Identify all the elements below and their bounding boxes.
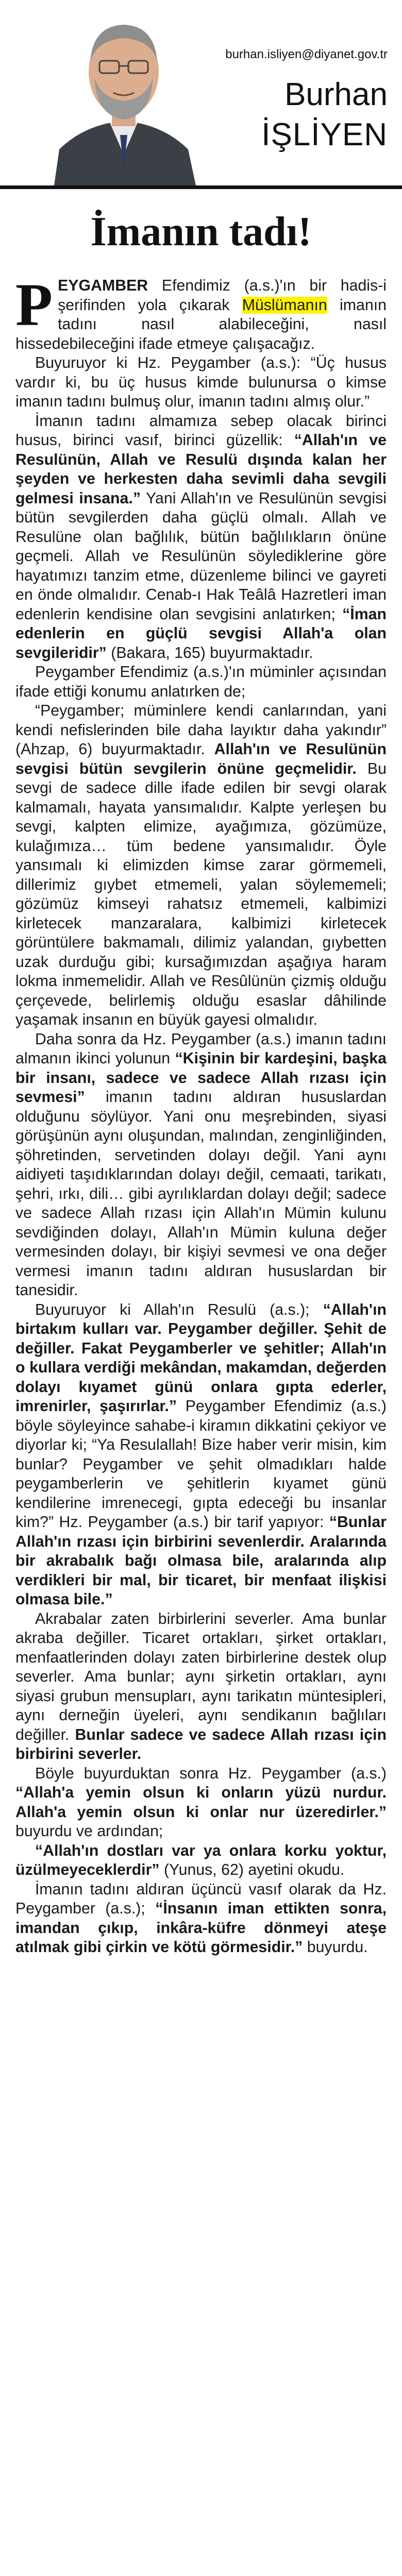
p5-text-c: Bu sevgi de sadece dille ifade edilen bir sevgi olarak kalmamalı, hayata yansımalıdır. Kalpte yerleşen bu sevgi, kalpten elimize, ayağımıza, gözümüze, kulağımıza… tüm bedene yansımalıdır. Öyle yansımalı ki elimizden kimse zarar görmemeli, dillerimiz gıybet etmemeli, yalan söylememeli; gözümüz kimseyi rahatsız etmemeli, kalbimizi kirletecek manzaralara, kalbimizi kirletecek görüntülere bakmamalı, dilimiz yalandan, gıybetten uzak durduğu gibi; kursağımızdan aşağıya haram lokma inmemelidir. Allah ve Resûlünün çizmiş olduğu çerçevede, belirlemiş olduğu esaslar dâhilinde yaşamak insanın en büyük gayesi olmalıdır. (15, 760, 387, 1028)
p5-text-a: “Peygamber; müminlere kendi canlarından, yani kendi nefislerinden bile daha layıktır daha yakındır” (15, 702, 387, 739)
drop-cap: P (15, 271, 53, 338)
paragraph-8 (15, 1609, 387, 1764)
p11-text-a: İmanın tadını aldıran üçüncü vasıf olarak da Hz. Peygamber (a.s.); (15, 1880, 387, 1917)
p5-bold-a: Allah'ın ve Resulünün sevgisi bütün sevgilerin önüne geçmelidir. (15, 741, 387, 777)
p1-text-a: Efendimiz (a.s.)'ın bir hadis-i şerifinden yola çıkarak (58, 277, 387, 314)
p11-text-b: buyurdu. (303, 1939, 368, 1956)
paragraph-4: Peygamber Efendimiz (a.s.)'ın müminler açısından ifade ettiği konumu anlatırken de; (15, 664, 387, 700)
paragraph-1 (15, 271, 387, 353)
author-last-name: İŞLİYEN (261, 117, 388, 152)
p7-text-a: Buyuruyor ki Allah'ın Resulü (a.s.); (35, 1301, 323, 1318)
header-divider (0, 185, 402, 189)
paragraph-11 (15, 1880, 387, 1957)
p6-text-b: imanın tadını aldıran hususlardan olduğunu söylüyor. Yani onu meşrebinden, siyasi görüşünün aynı oluşundan, malından, zenginliğinden, şöhretinden, servetinden dolayı değil. Yani aynı aidiyeti taşıdıklarından dolayı değil, cemaati, tarikatı, şehri, ırkı, dili… gibi ayrılıklardan dolayı değil; sadece ve sadece Allah rızası için Allah'ın Mümin kulunu sevdiğinden dolayı, Allah'ın Mümin kuluna değer vermesinden dolayı, bir kişiyi sevmesi ve ona değer vermesi imanın tadını aldıran hususlardan bir tanesidir. (15, 1089, 387, 1299)
paragraph-10 (15, 1841, 387, 1880)
p6-quote-a: “Kişinin bir kardeşini, başka bir insanı, sadece ve sadece Allah rızası için sevmesi” (15, 1050, 387, 1106)
p3-text-c: (Bakara, 165) buyurmaktadır. (106, 644, 313, 662)
p9-text-b: buyurdu ve ardından; (15, 1823, 163, 1840)
paragraph-6 (15, 1030, 387, 1300)
p10-quote-a: “Allah'ın dostları var ya onlara korku yoktur, üzülmeyeceklerdir” (15, 1842, 387, 1878)
p5-text-b: (Ahzap, 6) buyurmaktadır. (15, 741, 214, 758)
article-title: İmanın tadı! (90, 209, 312, 255)
p6-text-a: Daha sonra da Hz. Peygamber (a.s.) imanın tadını almanın ikinci yolunun (15, 1030, 387, 1067)
p10-text-a: (Yunus, 62) ayetini okudu. (159, 1861, 345, 1878)
p3-text-b: Yani Allah'ın ve Resulünün sevgisi bütün sevgilerden daha güçlü olmalı. Allah ve Resulüne olan bağlılık, bütün bağlılıkların önüne geçmeli. Allah ve Resulünün söylediklerine göre hayatımızı tanzim etme, düzenleme bilinci ve gayreti en önde olmalıdır. Cenab-ı Hak Teâlâ Hazretleri iman edenlerin kendisine olan sevgisini anlatırken; (15, 489, 387, 623)
author-email: burhan.isliyen@diyanet.gov.tr (225, 47, 388, 61)
p8-bold-a: Bunlar sadece ve sadece Allah rızası için birbirini severler. (15, 1726, 387, 1762)
p11-quote-a: “İnsanın iman ettikten sonra, imandan çıkıp, inkâra-küfre dönmeyi ateşe atılmak gibi çirkin ve kötü görmesidir.” (15, 1900, 387, 1956)
paragraph-3 (15, 412, 387, 663)
column-header (0, 0, 402, 185)
p8-text-a: Akrabalar zaten birbirlerini severler. Ama bunlar akraba değiller. Ticaret ortakları, şirket ortakları, menfaatlerinden dolayı zaten birbirlerine destek olup severler. Ama bunlar; aynı şirketin ortakları, aynı siyasi grubun mensupları, aynı tarikatın müntesipleri, aynı derneğin üyeleri, aynı sendikanın bağlıları değiller. (15, 1610, 387, 1743)
p9-quote-a: “Allah'a yemin olsun ki onların yüzü nurdur. Allah'a yemin olsun ki onlar nur üzeredirler.” (15, 1784, 387, 1821)
p7-quote-a: “Allah'ın birtakım kulları var. Peygamber değiller. Şehit de değiller. Fakat Peygamberler ve şehitler; Allah'ın o kullara verdiği mekândan, makamdan, değerden dolayı kıyamet günü onlara gıpta ederler, imrenirler, şaşırırlar.” (15, 1301, 387, 1415)
p9-text-a: Böyle buyurduktan sonra Hz. Peygamber (a.s.) (35, 1765, 387, 1782)
p1-text-b: imanın tadını nasıl alabileceğini, nasıl hissedebileceğini ifade etmeye çalışacağız. (15, 296, 387, 352)
article-body (0, 271, 402, 1957)
lead-word: EYGAMBER (58, 277, 148, 294)
p7-text-b: Peygamber Efendimiz (a.s.) böyle söyleyince sahabe-i kiramın dikkatini çekiyor ve diyorlar ki; “Ya Resulallah! Bize haber verir misin, kim bunlar? Peygamber ve şehit olmadıkları halde peygamberlerin ve şehitlerin kıyamet günü kendilerine imrenecegi, gıpta edeceği bu insanlar kim?” Hz. Peygamber (a.s.) bir tarif yapıyor: (15, 1398, 387, 1531)
p3-quote-a: “Allah'ın ve Resulünün, Allah ve Resulü dışında kalan her şeyden ve herkesten daha sevimli daha sevgili gelmesi insana.” (15, 432, 387, 507)
p3-quote-b: “İman edenlerin en güçlü sevgisi Allah'a olan sevgileridir” (15, 605, 387, 662)
paragraph-9 (15, 1764, 387, 1841)
author-first-name: Burhan (284, 77, 388, 112)
paragraph-7 (15, 1300, 387, 1609)
p3-text-a: İmanın tadını almamıza sebep olacak birinci husus, birinci vasıf, birinci güzellik: (15, 412, 387, 449)
paragraph-2: Buyuruyor ki Hz. Peygamber (a.s.): “Üç husus vardır ki, bu üç husus kimde bulunursa o kimse imanın tadını bulmuş olur, imanın tadını almış olur.” (15, 354, 387, 410)
highlighted-word: Müslümanın (242, 296, 327, 314)
author-photo (49, 0, 198, 185)
p7-quote-b: “Bunlar Allah'ın rızası için birbirini sevenlerdir. Aralarında bir akrabalık bağı olmasa bile, aralarında alıp verdikleri bir mal, bir ticaret, bir menfaat ilişkisi olmasa bile.” (15, 1514, 387, 1608)
paragraph-5 (15, 701, 387, 1030)
